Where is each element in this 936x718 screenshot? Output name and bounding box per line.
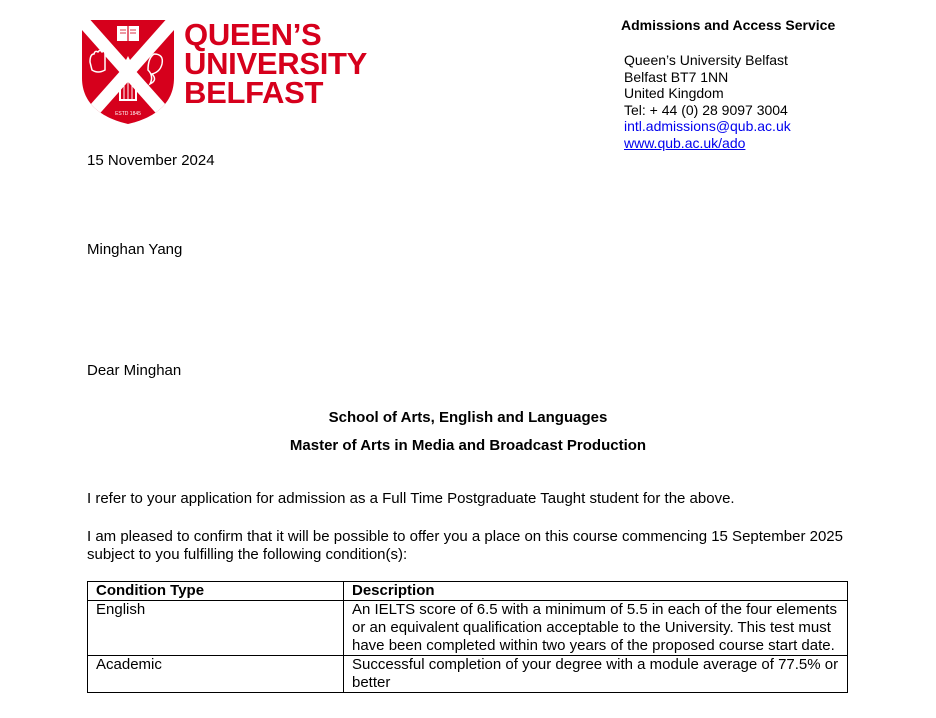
table-row xyxy=(88,601,848,656)
phone-line: Tel: + 44 (0) 28 9097 3004 xyxy=(624,101,788,118)
table-row xyxy=(88,656,848,693)
email-link[interactable]: intl.admissions@qub.ac.uk xyxy=(624,118,791,134)
crest-icon xyxy=(80,18,176,126)
wordmark-line: QUEEN’S xyxy=(184,17,322,52)
condition-type-cell: English xyxy=(88,601,344,656)
table-header-row xyxy=(88,582,848,601)
column-header: Condition Type xyxy=(88,582,344,601)
letter-date: 15 November 2024 xyxy=(87,152,215,169)
column-header: Description xyxy=(344,582,848,601)
condition-description-cell: Successful completion of your degree with a module average of 77.5% or better xyxy=(344,656,848,693)
university-logo xyxy=(80,18,370,128)
estd-label: ESTD 1845 xyxy=(115,111,141,117)
service-title: Admissions and Access Service xyxy=(621,17,836,33)
website-link[interactable]: www.qub.ac.uk/ado xyxy=(624,134,746,151)
address-line: Queen’s University Belfast xyxy=(624,52,788,68)
address-line: United Kingdom xyxy=(624,85,724,101)
offer-paragraph: I am pleased to confirm that it will be possible to offer you a place on this course commencing 15 September 2025 subject to you fulfilling the following condition(s): xyxy=(87,528,843,563)
salutation: Dear Minghan xyxy=(87,362,182,379)
recipient-name: Minghan Yang xyxy=(87,241,183,258)
wordmark-line: BELFAST xyxy=(184,75,324,110)
condition-type-cell: Academic xyxy=(88,656,344,693)
university-wordmark xyxy=(184,17,368,110)
condition-description-cell: An IELTS score of 6.5 with a minimum of 5.5 in each of the four elements or an equivalent qualification acceptable to the University. This test must have been completed within two years of the proposed course start date. xyxy=(344,601,848,656)
school-heading: School of Arts, English and Languages xyxy=(328,409,608,426)
programme-heading: Master of Arts in Media and Broadcast Production xyxy=(289,437,647,454)
wordmark-line: UNIVERSITY xyxy=(184,46,368,81)
address-block xyxy=(624,52,791,151)
intro-paragraph: I refer to your application for admission as a Full Time Postgraduate Taught student for the above. xyxy=(87,490,735,507)
conditions-table xyxy=(87,581,848,693)
address-line: Belfast BT7 1NN xyxy=(624,68,729,85)
